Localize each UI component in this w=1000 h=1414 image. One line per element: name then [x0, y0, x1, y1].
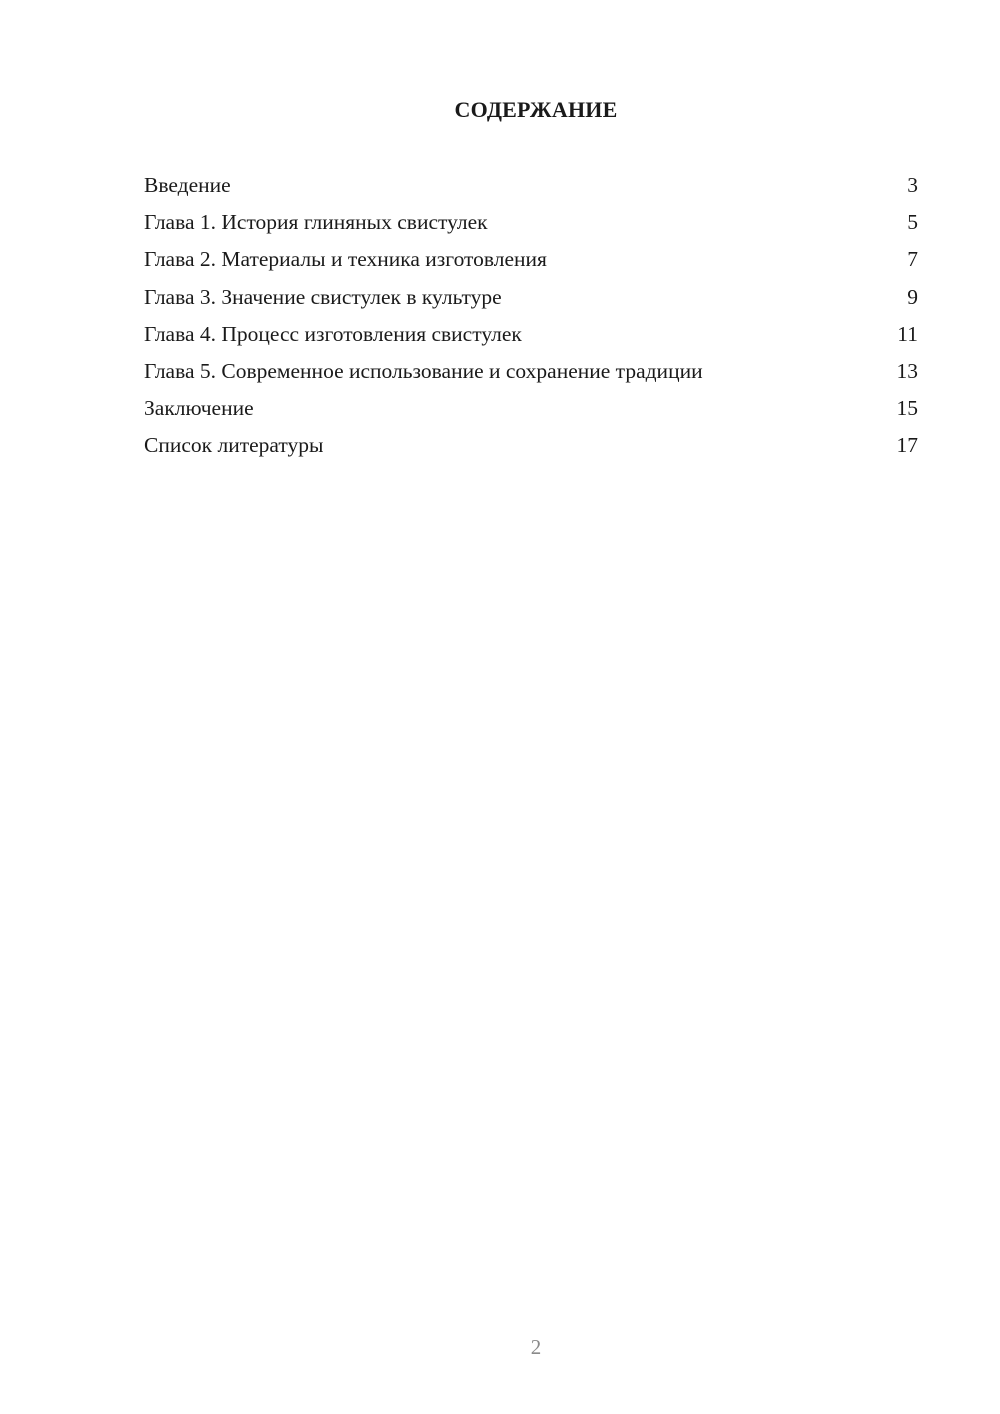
toc-entry-references	[144, 428, 918, 465]
toc-entry-page-number: 13	[896, 358, 918, 383]
toc-entry-page-number: 3	[907, 173, 918, 197]
toc-entry-label: Глава 2. Материалы и техника изготовления	[144, 247, 547, 272]
toc-entry-chapter-4	[144, 317, 918, 354]
toc-entry-label: Глава 3. Значение свистулек в культуре	[144, 284, 502, 309]
toc-entry-chapter-1	[144, 205, 918, 242]
toc-entry-page-number: 15	[896, 396, 918, 421]
toc-entry-page-number: 17	[896, 433, 918, 458]
toc-entry-page-number: 9	[907, 284, 918, 309]
toc-entry-chapter-2	[144, 242, 918, 279]
toc-entry-page-number: 5	[907, 210, 918, 235]
toc-entry-chapter-5	[144, 354, 918, 391]
toc-entry-label: Введение	[144, 173, 231, 197]
toc-entry-page-number: 11	[897, 321, 918, 346]
toc-entry-conclusion	[144, 391, 918, 428]
toc-entry-page-number: 7	[907, 247, 918, 272]
toc-entry-chapter-3	[144, 280, 918, 317]
toc-entry-label: Глава 5. Современное использование и сохранение традиции	[144, 358, 703, 383]
toc-entry-label: Список литературы	[144, 433, 324, 458]
table-of-contents-title: СОДЕРЖАНИЕ	[454, 97, 618, 122]
toc-entry-introduction	[144, 168, 918, 205]
toc-entry-label: Заключение	[144, 396, 254, 421]
table-of-contents	[144, 168, 918, 466]
toc-entry-label: Глава 4. Процесс изготовления свистулек	[144, 321, 522, 346]
toc-entry-label: Глава 1. История глиняных свистулек	[144, 210, 488, 235]
page-number: 2	[530, 1335, 542, 1359]
